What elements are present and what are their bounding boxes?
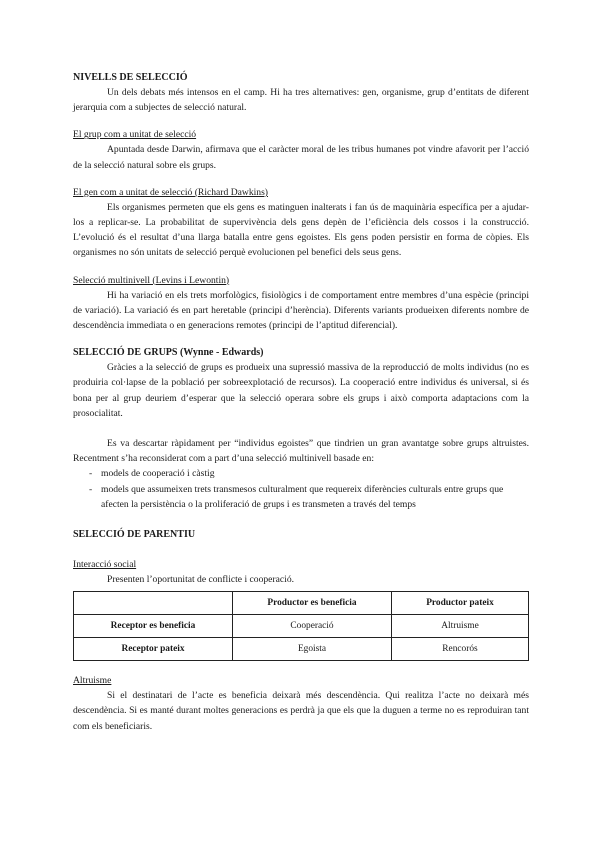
paragraph-gen: Els organismes permeten que els gens es matinguen inalterats i fan ús de maquinària específica per a ajudar-los a replicar-se. La probabilitat de supervivència dels gens depèn de l’eficiència dels cossos i la construcció. L’evolució és el resultat d’una llarga batalla entre gens egoistes. Els gens poden persistir en forma de còpies. Els organismes no són unitats de selecció perquè evolucionen pel benefici dels seus gens. [73,201,529,259]
subheading-interaccio: Interacció social [73,559,137,571]
subheading-altruisme: Altruisme [73,675,112,687]
section-title-parentiu: SELECCIÓ DE PARENTIU [73,529,196,541]
paragraph-altruisme: Si el destinatari de l’acte es beneficia deixarà més descendència. Qui realitza l’acte no deixarà més descendència. Si es manté durant moltes generacions es perdrà ja que els que la duguen a terme no es reproduiran tant com els beneficiaris. [73,690,529,732]
table-cell: Egoista [233,638,392,661]
paragraph-interaccio: Presenten l’oportunitat de conflicte i cooperació. [107,574,295,586]
subheading-gen: El gen com a unitat de selecció (Richard Dawkins) [73,186,269,198]
section-title-grups: SELECCIÓ DE GRUPS (Wynne - Edwards) [73,347,264,359]
table-cell: Rencorós [392,638,529,661]
table-header-cell [74,592,233,615]
table-row-header: Receptor es beneficia [74,615,233,638]
table-row [74,638,529,661]
section-title-nivells: NIVELLS DE SELECCIÓ [73,72,188,83]
list-item: - models que assumeixen trets transmesos culturalment que requereix diferències culturals entre grups que afecten la persistència o la proliferació de grups i es transmeten a través del temps [73,482,529,512]
document-content [73,70,529,734]
table-row [74,615,529,638]
paragraph-grups-1: Gràcies a la selecció de grups es produeix una supressió massiva de la reproducció de molts individus (no es produiria col·lapse de la població per sobreexplotació de recursos). La cooperació entre individus és universal, si és bona per al grup deuriem d’esperar que la selecció operara sobre els grups i això comporta adaptacions com la prosocialitat. [73,362,529,419]
intro-paragraph: Un dels debats més intensos en el camp. Hi ha tres alternatives: gen, organisme, grup d’entitats de diferent jerarquia com a subjectes de selecció natural. [73,87,529,114]
table-header-cell: Productor pateix [392,592,529,615]
list-item: - models de cooperació i càstig [73,466,529,481]
paragraph-multinivell: Hi ha variació en els trets morfològics, fisiològics i de comportament entre membres d’una espècie (principi de variació). La variació és en part heretable (principi d’herència). Diferents variants produeixen diferents nombre de descendència immediata o en generacions remotes (principi de l’aptitud diferencial). [73,289,529,332]
interaction-table [73,591,529,661]
subheading-grup: El grup com a unitat de selecció [73,129,197,141]
paragraph-grup: Apuntada desde Darwin, afirmava que el caràcter moral de les tribus humanes pot vindre afavorit per l’acció de la selecció natural sobre els grups. [73,144,529,171]
subheading-multinivell: Selecció multinivell (Levins i Lewontin) [73,274,230,286]
models-list [73,466,529,512]
table-cell: Altruisme [392,615,529,638]
table-header-cell: Productor es beneficia [233,592,392,615]
table-row-header: Receptor pateix [74,638,233,661]
table-header-row [74,592,529,615]
table-cell: Cooperació [233,615,392,638]
paragraph-grups-2: Es va descartar ràpidament per “individus egoistes” que tindrien un gran avantatge sobre grups altruistes. Recentment s’ha reconsiderat com a part d’una selecció multinivell basade en: [73,438,529,465]
